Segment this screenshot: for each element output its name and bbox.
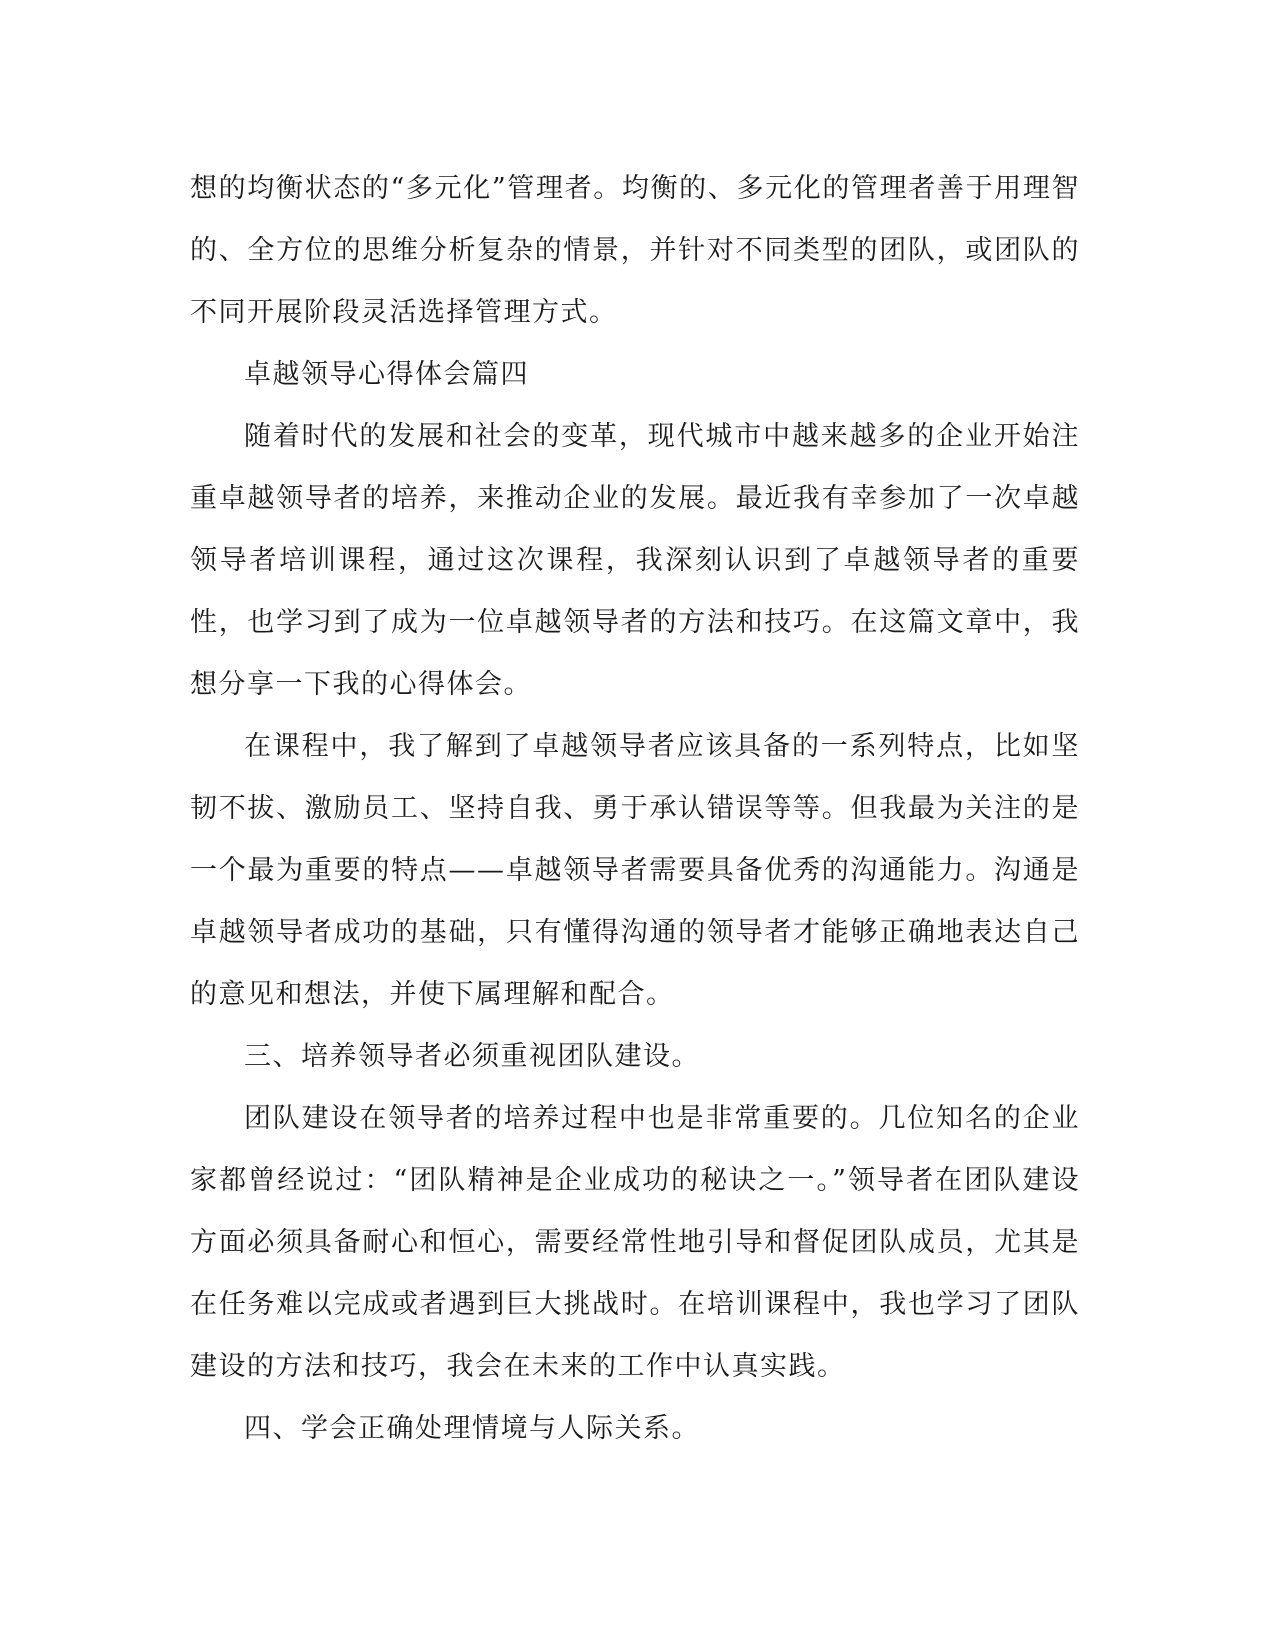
- paragraph-communication: 在课程中，我了解到了卓越领导者应该具备的一系列特点，比如坚韧不拔、激励员工、坚持自我、勇于承认错误等等。但我最为关注的是一个最为重要的特点——卓越领导者需要具备优秀的沟通能力。沟通是卓越领导者成功的基础，只有懂得沟通的领导者才能够正确地表达自己的意见和想法，并使下属理解和配合。: [190, 731, 1080, 1010]
- section-heading-part-four: 卓越领导心得体会篇四: [244, 359, 529, 390]
- paragraph-continuation: 想的均衡状态的“多元化”管理者。均衡的、多元化的管理者善于用理智的、全方位的思维分析复杂的情景，并针对不同类型的团队，或团队的不同开展阶段灵活选择管理方式。: [190, 173, 1080, 328]
- subheading-relationships: 四、学会正确处理情境与人际关系。: [244, 1413, 700, 1444]
- paragraph-intro: 随着时代的发展和社会的变革，现代城市中越来越多的企业开始注重卓越领导者的培养，来推动企业的发展。最近我有幸参加了一次卓越领导者培训课程，通过这次课程，我深刻认识到了卓越领导者的重要性，也学习到了成为一位卓越领导者的方法和技巧。在这篇文章中，我想分享一下我的心得体会。: [190, 421, 1080, 700]
- subheading-team-building: 三、培养领导者必须重视团队建设。: [244, 1041, 700, 1072]
- document-body: [190, 158, 1080, 1460]
- paragraph-team-building: 团队建设在领导者的培养过程中也是非常重要的。几位知名的企业家都曾经说过：“团队精神是企业成功的秘诀之一。”领导者在团队建设方面必须具备耐心和恒心，需要经常性地引导和督促团队成员，尤其是在任务难以完成或者遇到巨大挑战时。在培训课程中，我也学习了团队建设的方法和技巧，我会在未来的工作中认真实践。: [190, 1103, 1080, 1382]
